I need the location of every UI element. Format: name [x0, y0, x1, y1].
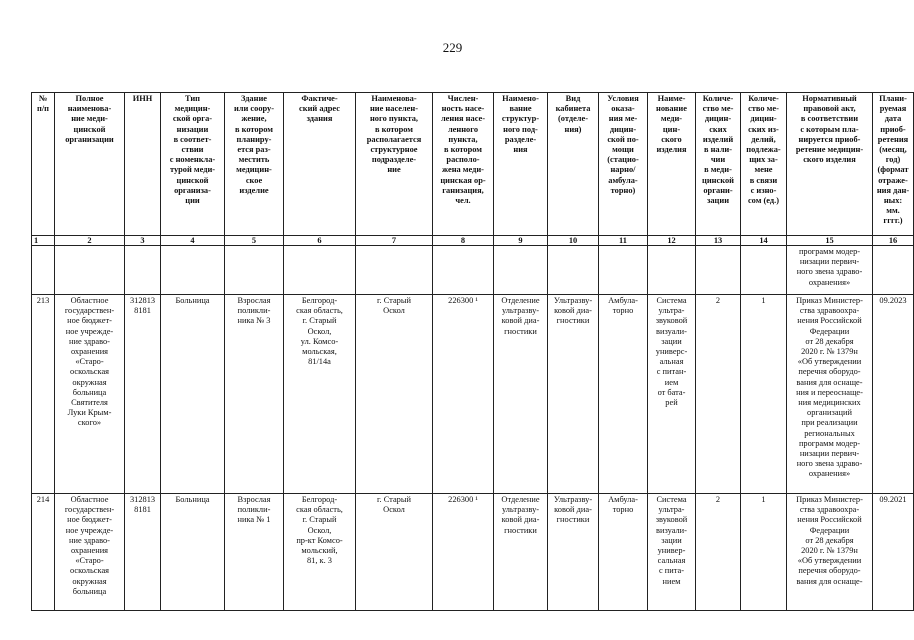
subdivision: Отделение ультразву- ковой диа- гностики [494, 295, 548, 494]
col-number: 4 [161, 236, 225, 246]
col-number: 2 [55, 236, 125, 246]
col-header-date: Плани- руемая дата приоб- ретения (месяц, год) (формат отраже- ния дан- ных: мм. гггг.) [873, 93, 914, 236]
col-number: 13 [696, 236, 741, 246]
building: Взрослая поликли- ника № 3 [225, 295, 284, 494]
settlement: г. Старый Оскол [356, 295, 433, 494]
col-header-address: Фактиче- ский адрес здания [284, 93, 356, 236]
medical-equipment-table [31, 92, 914, 611]
address: Белгород- ская область, г. Старый Оскол, пр-кт Комсо- мольский, 81, к. 3 [284, 494, 356, 611]
col-header-population: Числен- ность насе- ления насе- ленного пункта, в котором располо- жена меди- цинская ор- ганизация, чел. [433, 93, 494, 236]
settlement: г. Старый Оскол [356, 494, 433, 611]
page-number: 229 [442, 40, 463, 55]
conditions: Амбула- торно [599, 295, 648, 494]
col-number: 5 [225, 236, 284, 246]
col-header-subdivision: Наимено- вание структур- ного под- разделе- ния [494, 93, 548, 236]
org-type: Больница [161, 494, 225, 611]
col-number: 16 [873, 236, 914, 246]
continuation-legal-act: программ модер- низации первич- ного звена здраво- охранения» [787, 246, 873, 295]
header-row [32, 93, 914, 236]
col-header-qty-replace: Количе- ство ме- дицин- ских из- делий, подлежа- щих за- мене в связи с изно- сом (ед.) [741, 93, 787, 236]
col-number: 10 [548, 236, 599, 246]
subdivision: Отделение ультразву- ковой диа- гностики [494, 494, 548, 611]
col-number: 8 [433, 236, 494, 246]
org-type: Больница [161, 295, 225, 494]
column-number-row [32, 236, 914, 246]
cabinet: Ультразву- ковой диа- гностики [548, 494, 599, 611]
inn: 312813 8181 [125, 295, 161, 494]
col-header-conditions: Условия оказа- ния ме- дицин- ской по- мощи (стацио- нарно/ амбула- торно) [599, 93, 648, 236]
col-number: 9 [494, 236, 548, 246]
device: Система ультра- звуковой визуали- зации универс- альная с питан- ием от бата- рей [648, 295, 696, 494]
device: Система ультра- звуковой визуали- зации универ- сальная с пита- нием [648, 494, 696, 611]
col-number: 14 [741, 236, 787, 246]
inn: 312813 8181 [125, 494, 161, 611]
col-number: 6 [284, 236, 356, 246]
col-number: 11 [599, 236, 648, 246]
org-name: Областное государствен- ное бюджет- ное учрежде- ние здраво- охранения «Старо- оскольская окружная больница Святителя Луки Крым- ского» [55, 295, 125, 494]
qty-replace: 1 [741, 295, 787, 494]
population: 226300 ¹ [433, 494, 494, 611]
col-header-qty-available: Количе- ство ме- дицин- ских изделий в нали- чии в меди- цинской органи- зации [696, 93, 741, 236]
col-header-num: № п/п [32, 93, 55, 236]
legal-act: Приказ Министер- ства здравоохра- нения Российской Федерации от 28 декабря 2020 г. № 1379н «Об утверждении перечня оборудо- вания для оснаще- [787, 494, 873, 611]
col-header-device: Наиме- нование меди- цин- ского изделия [648, 93, 696, 236]
continuation-row [32, 246, 914, 295]
purchase-date: 09.2021 [873, 494, 914, 611]
col-number: 1 [32, 236, 55, 246]
purchase-date: 09.2023 [873, 295, 914, 494]
address: Белгород- ская область, г. Старый Оскол, ул. Комсо- мольская, 81/14а [284, 295, 356, 494]
qty-available: 2 [696, 494, 741, 611]
conditions: Амбула- торно [599, 494, 648, 611]
col-number: 7 [356, 236, 433, 246]
col-header-inn: ИНН [125, 93, 161, 236]
table-row [32, 295, 914, 494]
col-header-building: Здание или соору- жение, в котором планиру- ется раз- местить медицин- ское изделие [225, 93, 284, 236]
legal-act: Приказ Министер- ства здравоохра- нения Российской Федерации от 28 декабря 2020 г. № 1379н «Об утверждении перечня оборудо- вания для оснаще- ния и переоснаще- ния медицинских организаций при реализации региональных программ модер- низации первич- ного звена здраво- охранения» [787, 295, 873, 494]
row-num: 213 [32, 295, 55, 494]
col-header-cabinet: Вид кабинета (отделе- ния) [548, 93, 599, 236]
building: Взрослая поликли- ника № 1 [225, 494, 284, 611]
row-num: 214 [32, 494, 55, 611]
population: 226300 ¹ [433, 295, 494, 494]
col-header-org: Полное наименова- ние меди- цинской организации [55, 93, 125, 236]
col-header-legal-act: Нормативный правовой акт, в соответствии с которым пла- нируется приоб- ретение медицин- ского изделия [787, 93, 873, 236]
cabinet: Ультразву- ковой диа- гностики [548, 295, 599, 494]
col-number: 3 [125, 236, 161, 246]
col-number: 12 [648, 236, 696, 246]
col-header-settlement: Наименова- ние населен- ного пункта, в котором располагается структурное подразделе- ние [356, 93, 433, 236]
qty-replace: 1 [741, 494, 787, 611]
table-row [32, 494, 914, 611]
qty-available: 2 [696, 295, 741, 494]
org-name: Областное государствен- ное бюджет- ное учрежде- ние здраво- охранения «Старо- оскольская окружная больница [55, 494, 125, 611]
col-number: 15 [787, 236, 873, 246]
col-header-type: Тип медицин- ской орга- низации в соответ- ствии с номенкла- турой меди- цинской организа- ции [161, 93, 225, 236]
